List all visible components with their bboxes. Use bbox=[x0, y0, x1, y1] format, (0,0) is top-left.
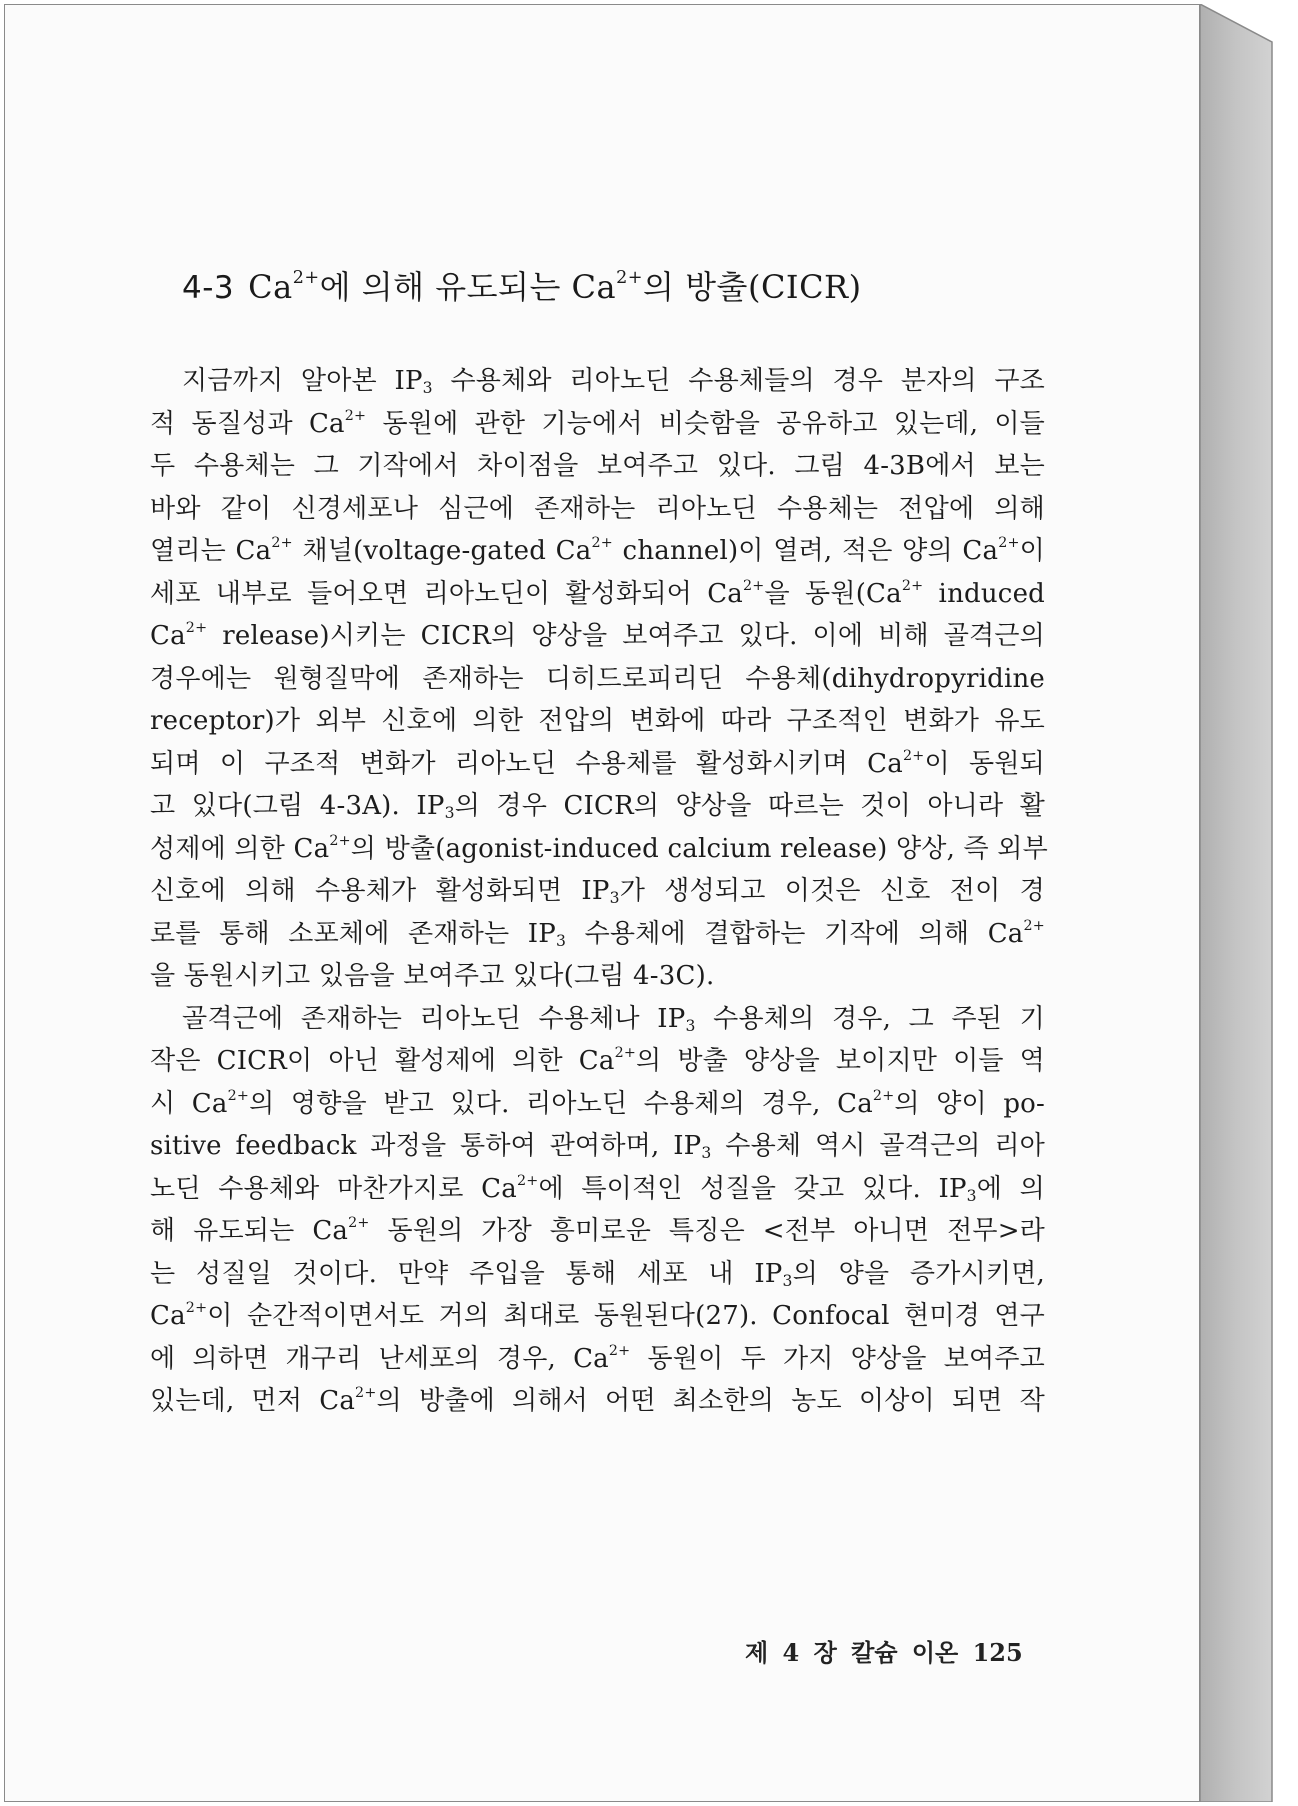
superscript: 2+ bbox=[271, 534, 293, 551]
heading-text: 의 방출(CICR) bbox=[643, 268, 862, 306]
line-text: 의 방출 양상을 보이지만 이들 역 bbox=[636, 1046, 1046, 1076]
superscript: 2+ bbox=[344, 407, 367, 424]
line-text: 있는데, 먼저 Ca bbox=[150, 1386, 356, 1416]
line-text: 시 Ca bbox=[150, 1088, 228, 1119]
section-heading bbox=[182, 262, 862, 308]
superscript: 2+ bbox=[872, 1087, 895, 1104]
line-text: 동원에 관한 기능에서 비슷함을 공유하고 있는데, 이들 bbox=[366, 408, 1045, 439]
body-line bbox=[150, 1040, 1045, 1077]
body-line bbox=[150, 488, 1045, 525]
superscript: 2+ bbox=[614, 1044, 637, 1061]
line-text: receptor)가 외부 신호에 의한 전압의 변화에 따라 구조적인 변화가 유도 bbox=[150, 706, 1045, 736]
subscript: 3 bbox=[966, 1186, 977, 1205]
subscript: 3 bbox=[444, 803, 455, 822]
line-text: induced bbox=[923, 578, 1045, 609]
body-line bbox=[150, 870, 1045, 907]
body-line bbox=[150, 445, 1045, 482]
body-line bbox=[150, 913, 1045, 950]
line-text: 신호에 의해 수용체가 활성화되면 IP bbox=[150, 876, 610, 906]
superscript: 2+ bbox=[348, 1214, 370, 1231]
line-text: 동원이 두 가지 양상을 보여주고 bbox=[630, 1343, 1045, 1374]
body-line bbox=[150, 658, 1045, 695]
footer-topic: 칼슘 이온 bbox=[851, 1638, 959, 1667]
body-line bbox=[150, 615, 1045, 652]
line-text: 성제에 의한 Ca bbox=[150, 833, 330, 864]
line-text: 이 동원되 bbox=[924, 748, 1045, 779]
superscript: 2+ bbox=[185, 1299, 208, 1316]
line-text: 수용체에 결합하는 기작에 의해 Ca bbox=[566, 918, 1024, 949]
line-text: 이 순간적이면서도 거의 최대로 동원된다(27). Confocal 현미경 연구 bbox=[207, 1301, 1045, 1331]
line-text: 에 의하면 개구리 난세포의 경우, Ca bbox=[150, 1343, 609, 1374]
superscript: 2+ bbox=[902, 747, 925, 764]
line-text: 가 생성되고 이것은 신호 전이 경 bbox=[619, 876, 1045, 906]
superscript: 2+ bbox=[743, 577, 765, 594]
body-line bbox=[150, 1125, 1045, 1162]
body-line bbox=[150, 955, 1045, 992]
line-text: 의 양이 po- bbox=[894, 1088, 1046, 1119]
superscript: 2+ bbox=[355, 1384, 377, 1401]
line-text: 수용체 역시 골격근의 리아 bbox=[711, 1131, 1045, 1161]
superscript: 2+ bbox=[329, 832, 351, 849]
line-text: Ca bbox=[150, 621, 186, 651]
line-text: 수용체와 리아노딘 수용체들의 경우 분자의 구조 bbox=[432, 366, 1045, 396]
line-text: 두 수용체는 그 기작에서 차이점을 보여주고 있다. 그림 4-3B에서 보는 bbox=[150, 451, 1045, 481]
body-line bbox=[150, 1295, 1045, 1332]
line-text: 에 의 bbox=[976, 1173, 1045, 1204]
line-text: release)시키는 CICR의 양상을 보여주고 있다. 이에 비해 골격근의 bbox=[207, 621, 1045, 651]
body-line bbox=[150, 573, 1045, 610]
subscript: 3 bbox=[782, 1271, 793, 1290]
line-text: 경우에는 원형질막에 존재하는 디히드로피리딘 수용체(dihydropyridine bbox=[150, 663, 1045, 694]
line-text: 의 경우 CICR의 양상을 따르는 것이 아니라 활 bbox=[454, 791, 1045, 821]
body-line bbox=[150, 403, 1045, 440]
section-number: 4-3 bbox=[182, 270, 235, 306]
line-text: 세포 내부로 들어오면 리아노딘이 활성화되어 Ca bbox=[150, 578, 744, 609]
heading-superscript: 2+ bbox=[292, 268, 320, 289]
heading-text: Ca bbox=[248, 268, 293, 306]
body-line bbox=[182, 998, 1045, 1035]
subscript: 3 bbox=[701, 1143, 712, 1162]
line-text: 되며 이 구조적 변화가 리아노딘 수용체를 활성화시키며 Ca bbox=[150, 748, 903, 779]
body-line bbox=[150, 828, 1048, 865]
line-text: Ca bbox=[150, 1301, 186, 1331]
superscript: 2+ bbox=[901, 577, 924, 594]
line-text: 바와 같이 신경세포나 심근에 존재하는 리아노딘 수용체는 전압에 의해 bbox=[150, 493, 1045, 524]
line-text: 작은 CICR이 아닌 활성제에 의한 Ca bbox=[150, 1046, 615, 1076]
line-text: 이 bbox=[1019, 536, 1045, 566]
line-text: 수용체의 경우, 그 주된 기 bbox=[695, 1003, 1045, 1034]
line-text: 노딘 수용체와 마찬가지로 Ca bbox=[150, 1173, 517, 1204]
superscript: 2+ bbox=[516, 1172, 539, 1189]
line-text: 적 동질성과 Ca bbox=[150, 408, 345, 439]
body-line bbox=[150, 700, 1045, 737]
heading-superscript: 2+ bbox=[616, 268, 644, 289]
line-text: 고 있다(그림 4-3A). IP bbox=[150, 791, 445, 821]
page-number: 125 bbox=[972, 1638, 1023, 1667]
body-line bbox=[150, 1380, 1045, 1417]
superscript: 2+ bbox=[185, 619, 208, 636]
line-text: 의 방출(agonist-induced calcium release) 양상, 즉 외부 bbox=[350, 833, 1048, 864]
book-edge bbox=[1200, 4, 1292, 1802]
line-text: 는 성질일 것이다. 만약 주입을 통해 세포 내 IP bbox=[150, 1258, 783, 1289]
body-line bbox=[150, 530, 1045, 567]
line-text: 로를 통해 소포체에 존재하는 IP bbox=[150, 918, 556, 949]
line-text: 골격근에 존재하는 리아노딘 수용체나 IP bbox=[182, 1003, 686, 1034]
line-text: 열리는 Ca bbox=[150, 536, 272, 566]
body-line bbox=[150, 1338, 1045, 1375]
body-line bbox=[150, 1253, 1045, 1290]
line-text: 을 동원시키고 있음을 보여주고 있다(그림 4-3C). bbox=[150, 961, 715, 991]
body-line bbox=[182, 360, 1045, 397]
body-line bbox=[150, 1083, 1045, 1120]
body-line bbox=[150, 1210, 1045, 1247]
body-line bbox=[150, 785, 1045, 822]
footer-chapter: 제 4 장 bbox=[745, 1638, 837, 1667]
line-text: 해 유도되는 Ca bbox=[150, 1216, 349, 1246]
line-text: channel)이 열려, 적은 양의 Ca bbox=[612, 536, 999, 566]
superscript: 2+ bbox=[608, 1342, 631, 1359]
subscript: 3 bbox=[685, 1016, 696, 1035]
superscript: 2+ bbox=[227, 1087, 250, 1104]
line-text: 에 특이적인 성질을 갖고 있다. IP bbox=[538, 1173, 967, 1204]
superscript: 2+ bbox=[998, 534, 1020, 551]
superscript: 2+ bbox=[591, 534, 613, 551]
line-text: 을 동원(Ca bbox=[764, 578, 902, 609]
line-text: 동원의 가장 흥미로운 특징은 <전부 아니면 전무>라 bbox=[369, 1216, 1045, 1246]
subscript: 3 bbox=[555, 931, 567, 950]
line-text: 지금까지 알아본 IP bbox=[182, 366, 423, 396]
line-text: 의 양을 증가시키면, bbox=[792, 1258, 1045, 1289]
body-line bbox=[150, 1168, 1045, 1205]
line-text: 의 방출에 의해서 어떤 최소한의 농도 이상이 되면 작 bbox=[376, 1386, 1045, 1416]
subscript: 3 bbox=[609, 888, 620, 907]
line-text: sitive feedback 과정을 통하여 관여하며, IP bbox=[150, 1131, 702, 1161]
line-text: 의 영향을 받고 있다. 리아노딘 수용체의 경우, Ca bbox=[249, 1088, 873, 1119]
line-text: 채널(voltage-gated Ca bbox=[292, 536, 592, 566]
body-line bbox=[150, 743, 1045, 780]
subscript: 3 bbox=[422, 378, 433, 397]
heading-text: 에 의해 유도되는 Ca bbox=[319, 268, 617, 306]
page-footer bbox=[745, 1633, 1023, 1668]
superscript: 2+ bbox=[1023, 917, 1045, 934]
